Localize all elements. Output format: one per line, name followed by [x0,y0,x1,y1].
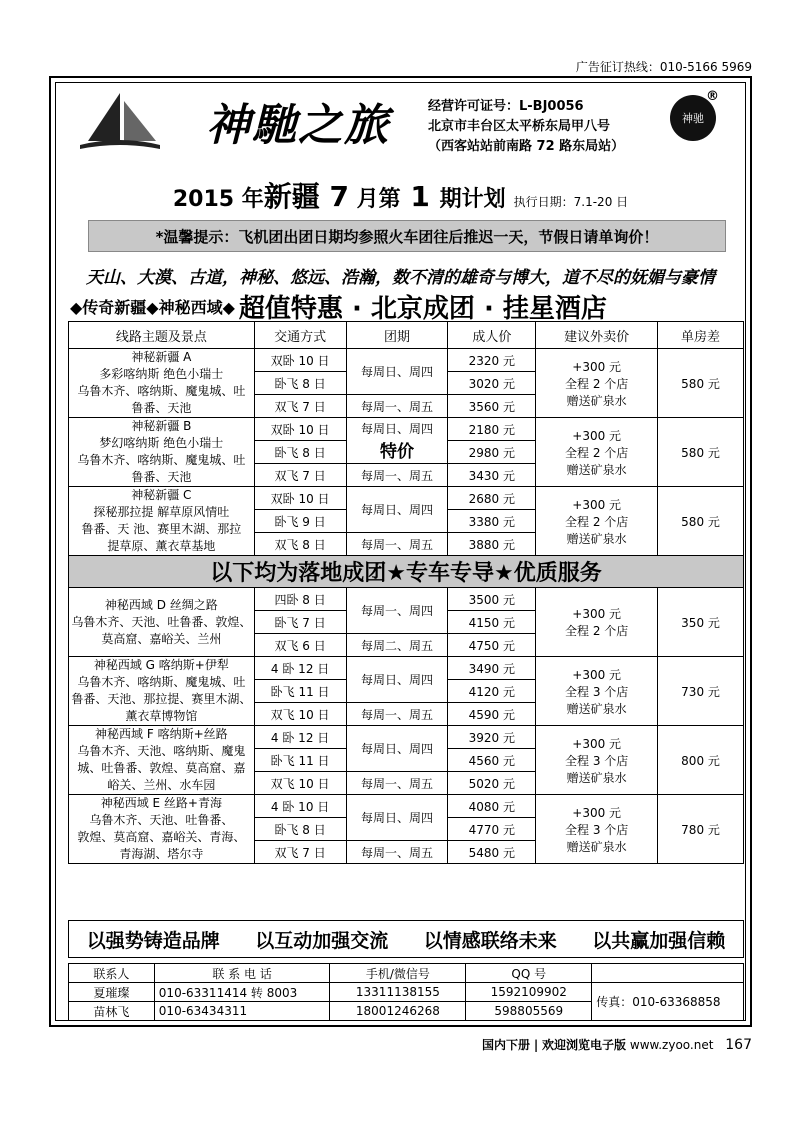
transport-cell: 4 卧 12 日 [254,726,346,749]
price-cell: 3490 元 [448,657,536,680]
page-number: 167 [725,1037,752,1053]
route-cell [69,349,255,418]
single-supplement-cell: 800 元 [658,726,744,795]
transport-cell: 卧飞 7 日 [254,611,346,634]
route-spots: 城、吐鲁番、敦煌、莫高窟、嘉 [77,761,246,775]
transport-cell: 双飞 8 日 [254,533,346,556]
price-cell: 5020 元 [448,772,536,795]
sell-cell [536,795,658,864]
route-title: 神秘西域 E 丝路+青海 [100,796,222,810]
date-cell: 每周一、周五 [346,841,448,864]
notice-text: *温馨提示：飞机团出团日期均参照火车团往后推迟一天，节假日请单询价！ [155,227,659,246]
sell-line: +300 元 [572,497,622,512]
transport-cell: 双飞 6 日 [254,634,346,657]
header-cell: 成人价 [448,322,536,349]
tagline: 天山、大漠、古道，神秘、悠远、浩瀚，数不清的雄奇与博大，道不尽的妩媚与豪情 [86,268,715,288]
divider-text: 以下均为落地成团★专车专导★优质服务 [69,556,744,588]
route-spots: 乌鲁木齐、喀纳斯、魔鬼城、吐 [77,384,246,398]
route-spots: 鲁番、天池、那拉提、赛里木湖、 [71,692,252,706]
table-row [69,588,744,611]
date-cell: 每周一、周五 [346,395,448,418]
sell-line: +300 元 [572,359,622,374]
route-spots: 莫高窟、嘉峪关、兰州 [101,631,222,646]
contact-phone: 010-63311414 转 8003 [154,983,330,1002]
sell-line: 全程 3 个店 [565,822,629,837]
single-supplement-cell: 580 元 [658,487,744,556]
single-supplement-cell: 780 元 [658,795,744,864]
contact-header-cell: 联 系 电 话 [154,964,330,983]
transport-cell: 4 卧 10 日 [254,795,346,818]
price-cell: 4560 元 [448,749,536,772]
route-spots: 乌鲁木齐、喀纳斯、魔鬼城、吐 [77,675,246,689]
transport-cell: 双飞 7 日 [254,464,346,487]
price-cell: 4750 元 [448,634,536,657]
footer-separator: | [533,1038,539,1052]
sell-line: +300 元 [572,607,622,621]
license-block [428,97,624,157]
special-price-label: 特价 [379,441,414,462]
page-title [56,175,745,215]
sell-line: +300 元 [572,736,622,751]
sell-line: 赠送矿泉水 [566,839,627,854]
sell-line: 全程 2 个店 [565,376,629,391]
seal-text: 神驰 [682,112,704,125]
banner-small: ◆传奇新疆◆神秘西域◆ [70,297,235,317]
sell-cell [536,726,658,795]
contact-header-cell: QQ 号 [466,964,592,983]
title-month: 月第 [348,187,401,212]
date-text: 每周日、周四 [360,421,433,436]
table-row [69,795,744,818]
transport-cell: 4 卧 12 日 [254,657,346,680]
single-supplement-cell: 580 元 [658,418,744,487]
contact-blank-cell [592,964,744,983]
footer-text: 欢迎浏览电子版 [542,1038,627,1052]
date-cell: 每周日、周四 [346,657,448,703]
slogan-bar [68,920,744,958]
sail-logo-icon [78,91,162,153]
header-cell: 团期 [346,322,448,349]
date-cell: 每周一、周五 [346,533,448,556]
contact-phone: 010-63434311 [154,1002,330,1021]
route-subtitle: 多彩喀纳斯 绝色小瑞士 [99,367,224,381]
contact-mobile: 13311138155 [330,983,466,1002]
date-cell: 每周二、周五 [346,634,448,657]
price-cell: 3560 元 [448,395,536,418]
contact-mobile: 18001246268 [330,1002,466,1021]
transport-cell: 双飞 10 日 [254,772,346,795]
contact-table [68,963,744,1021]
date-cell: 每周一、周五 [346,464,448,487]
promo-banner [70,291,750,324]
date-cell: 每周一、周四 [346,588,448,634]
page-frame-inner [55,82,746,1021]
transport-cell: 双飞 7 日 [254,395,346,418]
table-row [69,349,744,372]
sell-cell [536,588,658,657]
route-spots: 鲁番、天 池、赛里木湖、那拉 [81,522,242,536]
title-issue: 1 [400,180,440,213]
contact-name: 苗林飞 [69,1002,155,1021]
route-spots: 提草原、薰衣草基地 [107,539,216,553]
title-name: 新疆 7 [263,180,349,213]
transport-cell: 双飞 7 日 [254,841,346,864]
contact-fax: 传真：010-63368858 [592,983,744,1021]
price-cell: 3880 元 [448,533,536,556]
route-spots: 敦煌、莫高窟、嘉峪关、青海、 [77,830,246,844]
sell-line: 赠送矿泉水 [566,531,627,546]
route-title: 神秘西域 G 喀纳斯+伊犁 [93,658,229,672]
single-supplement-cell: 730 元 [658,657,744,726]
table-row [69,726,744,749]
transport-cell: 双卧 10 日 [254,418,346,441]
header-cell: 建议外卖价 [536,322,658,349]
route-spots: 乌鲁木齐、天池、吐鲁番、敦煌、 [71,614,252,629]
price-cell: 2180 元 [448,418,536,441]
route-spots: 乌鲁木齐、天池、吐鲁番、 [89,813,234,827]
header-cell: 线路主题及景点 [69,322,255,349]
license-number: 经营许可证号：L-BJ0056 [428,99,584,114]
price-cell: 3920 元 [448,726,536,749]
route-subtitle: 探秘那拉提 解草原风情吐 [93,505,230,519]
date-cell: 每周日、周四 [346,349,448,395]
sell-line: +300 元 [572,805,622,820]
footer-url[interactable]: www.zyoo.net [629,1038,714,1052]
price-cell: 4770 元 [448,818,536,841]
transport-cell: 四卧 8 日 [254,588,346,611]
route-title: 神秘西域 F 喀纳斯+丝路 [95,727,228,741]
header-cell: 交通方式 [254,322,346,349]
sell-line: 全程 3 个店 [565,753,629,768]
slogan-item: 以互动加强交流 [255,929,389,952]
route-title: 神秘西域 D 丝绸之路 [104,597,218,612]
sell-line: 赠送矿泉水 [566,393,627,408]
sell-line: 赠送矿泉水 [566,462,627,477]
contact-header-cell: 手机/微信号 [330,964,466,983]
date-cell [346,418,448,464]
price-cell: 3380 元 [448,510,536,533]
footer-section: 国内下册 [481,1038,530,1052]
sell-cell [536,487,658,556]
slogan-item: 以共赢加强信赖 [592,929,726,952]
sell-cell [536,418,658,487]
sell-line: 全程 2 个店 [565,624,629,638]
price-cell: 2320 元 [448,349,536,372]
contact-qq: 1592109902 [466,983,592,1002]
table-row [69,487,744,510]
date-cell: 每周一、周五 [346,772,448,795]
route-cell [69,795,255,864]
table-header [69,322,744,349]
sell-line: 赠送矿泉水 [566,701,627,716]
route-spots: 薰衣草博物馆 [125,709,198,723]
sell-line: 全程 2 个店 [565,514,629,529]
route-cell [69,588,255,657]
address: 北京市丰台区太平桥东局甲八号 [428,119,611,134]
sell-line: +300 元 [572,667,622,682]
route-cell [69,657,255,726]
contact-header-cell: 联系人 [69,964,155,983]
transport-cell: 卧飞 8 日 [254,818,346,841]
notice-bar [88,220,726,252]
ad-hotline: 广告征订热线：010-5166 5969 [575,60,752,74]
tour-table [68,321,744,864]
header-cell: 单房差 [658,322,744,349]
date-cell: 每周日、周四 [346,795,448,841]
date-cell: 每周日、周四 [346,726,448,772]
route-spots: 鲁番、天池 [131,470,192,484]
transport-cell: 卧飞 11 日 [254,680,346,703]
transport-cell: 双飞 10 日 [254,703,346,726]
price-cell: 3430 元 [448,464,536,487]
route-title: 神秘新疆 A [131,350,192,364]
table-row [69,657,744,680]
route-spots: 鲁番、天池 [131,401,192,415]
single-supplement-cell: 580 元 [658,349,744,418]
price-cell: 3500 元 [448,588,536,611]
price-cell: 2980 元 [448,441,536,464]
sell-line: 赠送矿泉水 [566,770,627,785]
route-spots: 乌鲁木齐、天池、喀纳斯、魔鬼 [77,744,246,758]
route-cell [69,418,255,487]
price-cell: 5480 元 [448,841,536,864]
date-cell: 每周日、周四 [346,487,448,533]
transport-cell: 卧飞 8 日 [254,441,346,464]
page-frame [49,76,752,1027]
contact-qq: 598805569 [466,1002,592,1021]
banner-large: 超值特惠 · 北京成团 · 挂星酒店 [238,293,607,324]
route-cell [69,726,255,795]
sell-cell [536,657,658,726]
sell-line: 全程 2 个店 [565,445,629,460]
transport-cell: 卧飞 11 日 [254,749,346,772]
date-cell: 每周一、周五 [346,703,448,726]
title-year: 2015 年 [172,187,264,212]
slogan-item: 以情感联络未来 [423,929,557,952]
transport-cell: 卧飞 9 日 [254,510,346,533]
route-spots: 峪关、兰州、水车园 [107,778,216,792]
address-detail: （西客站站前南路 72 路东局站） [428,139,625,154]
route-title: 神秘新疆 C [131,488,192,502]
registered-mark: ® [706,89,719,104]
exec-dates: 执行日期：7.1-20 日 [513,195,629,209]
transport-cell: 双卧 10 日 [254,349,346,372]
title-plan: 期计划 [439,187,506,212]
transport-cell: 双卧 10 日 [254,487,346,510]
route-title: 神秘新疆 B [131,419,192,433]
price-cell: 4590 元 [448,703,536,726]
price-cell: 4120 元 [448,680,536,703]
sell-line: +300 元 [572,428,622,443]
price-cell: 4150 元 [448,611,536,634]
sell-cell [536,349,658,418]
route-spots: 乌鲁木齐、喀纳斯、魔鬼城、吐 [77,453,246,467]
table-row [69,418,744,441]
price-cell: 3020 元 [448,372,536,395]
transport-cell: 卧飞 8 日 [254,372,346,395]
single-supplement-cell: 350 元 [658,588,744,657]
contact-name: 夏璀璨 [69,983,155,1002]
price-cell: 2680 元 [448,487,536,510]
route-cell [69,487,255,556]
contact-header-row [69,964,744,983]
sell-line: 全程 3 个店 [565,684,629,699]
slogan-item: 以强势铸造品牌 [86,929,220,952]
section-divider [69,556,744,588]
price-cell: 4080 元 [448,795,536,818]
route-subtitle: 梦幻喀纳斯 绝色小瑞士 [99,436,224,450]
route-spots: 青海湖、塔尔寺 [119,847,204,861]
page-footer [482,1036,752,1053]
brand-name: 神馳之旅 [206,100,390,151]
contact-row [69,983,744,1002]
